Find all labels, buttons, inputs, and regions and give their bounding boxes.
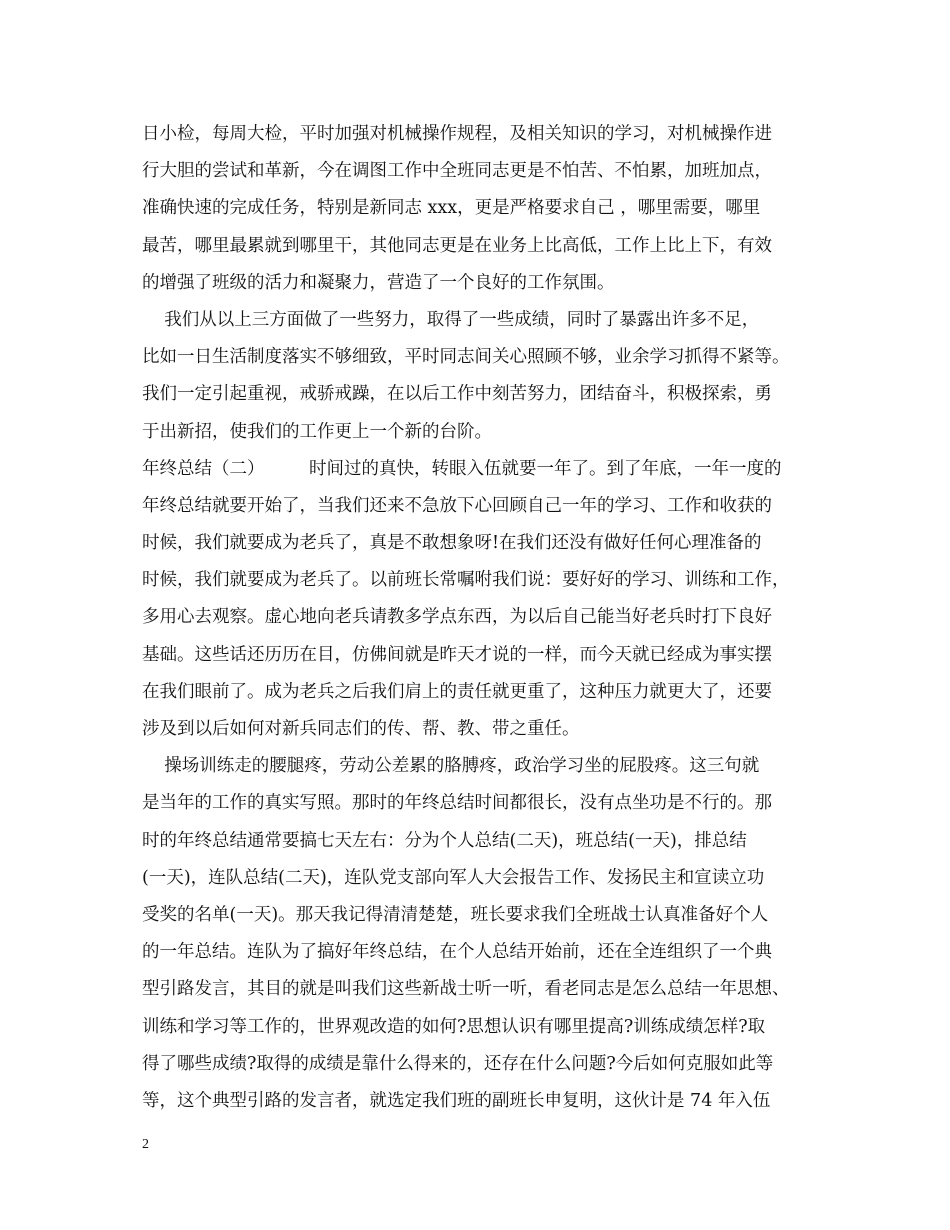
text-line: 在我们眼前了。成为老兵之后我们肩上的责任就更重了，这种压力就更大了，还要 bbox=[142, 681, 772, 702]
text-line: 多用心去观察。虚心地向老兵请教多学点东西，为以后自己能当好老兵时打下良好 bbox=[142, 607, 772, 628]
text-line: 的一年总结。连队为了搞好年终总结，在个人总结开始前，还在全连组织了一个典 bbox=[142, 942, 772, 963]
text-line: 基础。这些话还历历在目，仿佛间就是昨天才说的一样，而今天就已经成为事实摆 bbox=[142, 644, 772, 665]
text-line: 训练和学习等工作的，世界观改造的如何?思想认识有哪里提高?训练成绩怎样?取 bbox=[142, 1016, 766, 1037]
text-line: 时的年终总结通常要搞七天左右：分为个人总结(二天)，班总结(一天)，排总结 bbox=[142, 830, 747, 851]
text-line: (一天)，连队总结(二天)，连队党支部向军人大会报告工作、发扬民主和宣读立功 bbox=[142, 867, 765, 888]
text-line: 行大胆的尝试和革新，今在调图工作中全班同志更是不怕苦、不怕累，加班加点， bbox=[142, 161, 772, 182]
text-line: 的增强了班级的活力和凝聚力，营造了一个良好的工作氛围。 bbox=[142, 272, 615, 293]
text-line: 比如一日生活制度落实不够细致，平时同志间关心照顾不够，业余学习抓得不紧等。 bbox=[142, 347, 790, 368]
text-line: 是当年的工作的真实写照。那时的年终总结时间都很长，没有点坐功是不行的。那 bbox=[142, 793, 772, 814]
text-line: 准确快速的完成任务，特别是新同志 xxx，更是严格要求自己 ，哪里需要，哪里 bbox=[142, 198, 761, 219]
text-line: 年终总结就要开始了，当我们还来不急放下心回顾自己一年的学习、工作和收获的 bbox=[142, 495, 772, 516]
text-line: 等，这个典型引路的发言者，就选定我们班的副班长申复明，这伙计是 74 年入伍 bbox=[142, 1090, 771, 1111]
text-line: 时候，我们就要成为老兵了。以前班长常嘱咐我们说：要好好的学习、训练和工作， bbox=[142, 570, 790, 591]
text-line: 得了哪些成绩?取得的成绩是靠什么得来的，还存在什么问题?今后如何克服如此等 bbox=[142, 1053, 774, 1074]
text-line: 受奖的名单(一天)。那天我记得清清楚楚，班长要求我们全班战士认真准备好个人 bbox=[142, 904, 769, 925]
text-line: 时候，我们就要成为老兵了，真是不敢想象呀!在我们还没有做好任何心理准备的 bbox=[142, 533, 762, 554]
text-line: 操场训练走的腰腿疼，劳动公差累的胳膊疼，政治学习坐的屁股疼。这三句就 bbox=[142, 756, 760, 777]
text-line: 最苦，哪里最累就到哪里干，其他同志更是在业务上比高低，工作上比上下，有效 bbox=[142, 235, 772, 256]
text-line: 型引路发言，其目的就是叫我们这些新战士听一听，看老同志是怎么总结一年思想、 bbox=[142, 979, 790, 1000]
text-line: 涉及到以后如何对新兵同志们的传、帮、教、带之重任。 bbox=[142, 719, 580, 739]
body-text bbox=[142, 116, 832, 1120]
text-line: 日小检，每周大检，平时加强对机械操作规程，及相关知识的学习，对机械操作进 bbox=[142, 124, 772, 144]
text-line: 于出新招，使我们的工作更上一个新的台阶。 bbox=[142, 421, 492, 442]
text-line: 年终总结（二） 时间过的真快，转眼入伍就要一年了。到了年底，一年一度的 bbox=[142, 458, 782, 479]
text-line: 我们从以上三方面做了一些努力，取得了一些成绩，同时了暴露出许多不足， bbox=[142, 309, 760, 330]
page-number: 2 bbox=[142, 1137, 149, 1152]
text-line: 我们一定引起重视，戒骄戒躁，在以后工作中刻苦努力，团结奋斗，积极探索，勇 bbox=[142, 384, 772, 405]
